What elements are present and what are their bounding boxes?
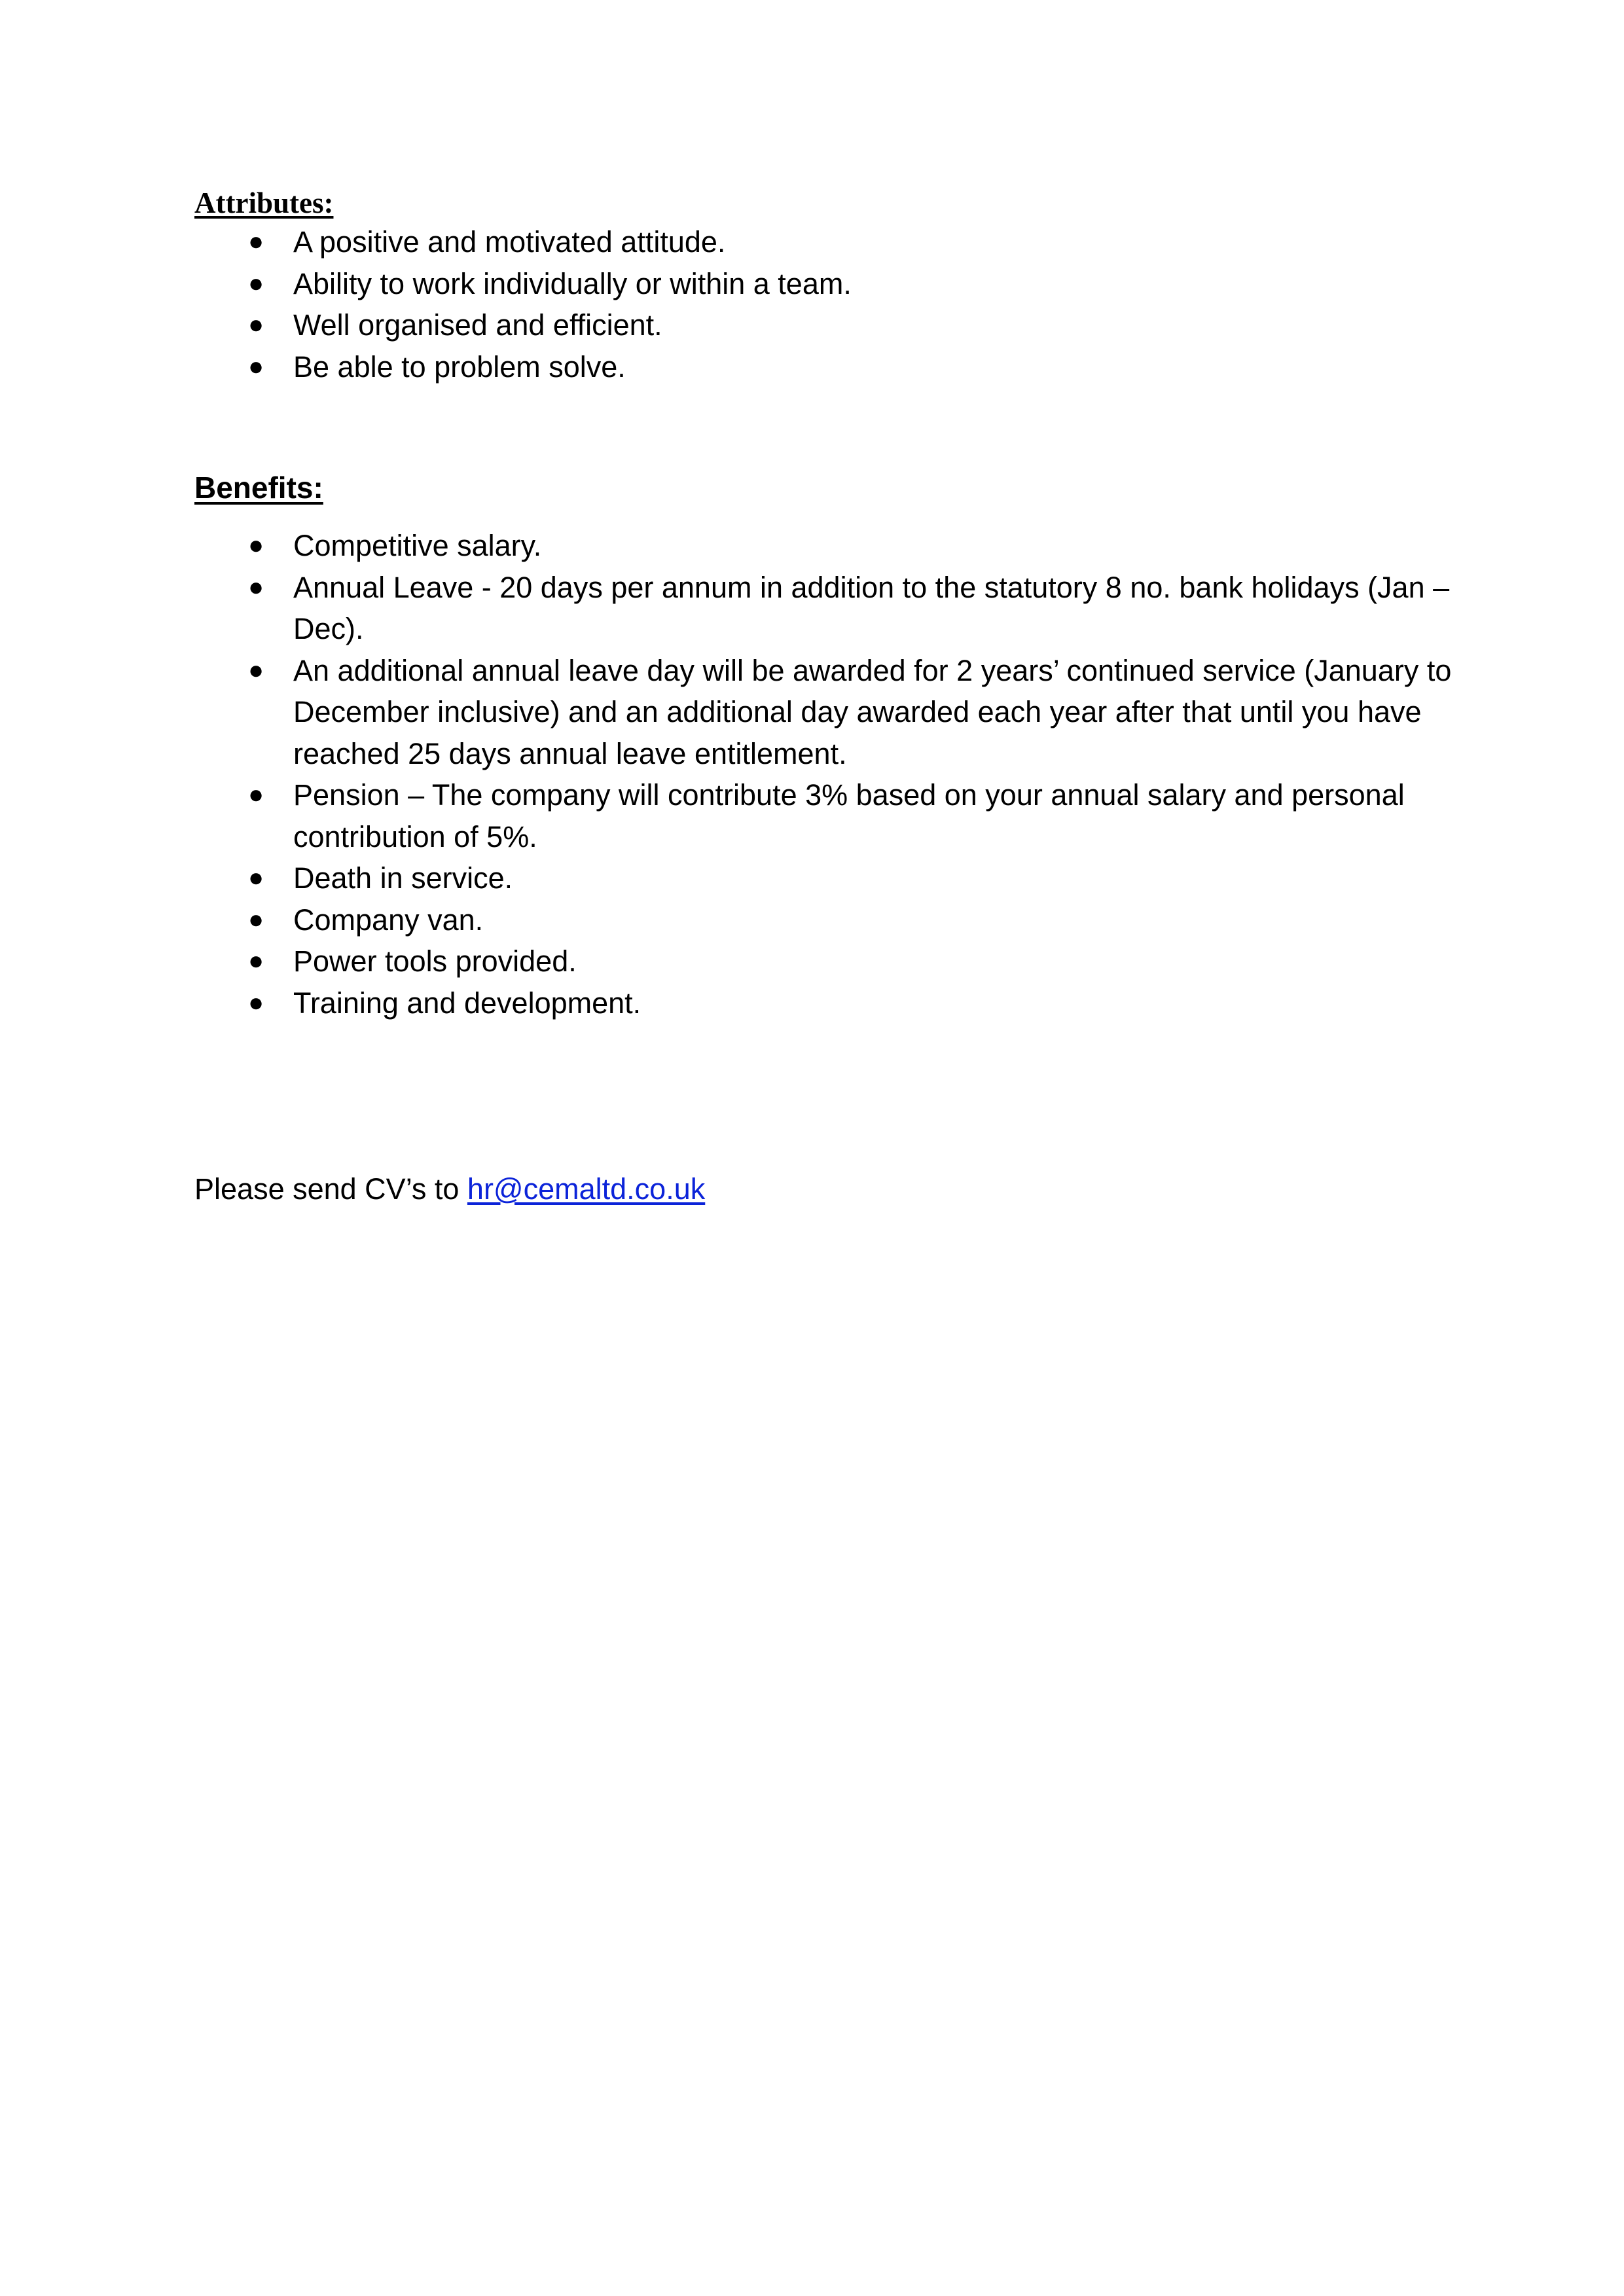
list-item: ● A positive and motivated attitude. <box>194 221 1471 263</box>
bullet-icon: ● <box>248 227 264 256</box>
bullet-icon: ● <box>248 268 264 298</box>
bullet-icon: ● <box>248 655 264 685</box>
bullet-icon: ● <box>248 310 264 339</box>
attributes-heading: Attributes: <box>194 187 334 219</box>
document-page <box>194 185 1471 1210</box>
list-item: ● Company van. <box>194 899 1471 941</box>
list-item: ● Annual Leave - 20 days per annum in addition to the statutory 8 no. bank holidays (Jan – Dec). <box>194 567 1471 650</box>
bullet-icon: ● <box>248 988 264 1017</box>
list-item: ● Death in service. <box>194 857 1471 899</box>
list-item: ● Training and development. <box>194 982 1471 1024</box>
bullet-icon: ● <box>248 351 264 381</box>
attributes-list <box>194 221 1471 387</box>
benefits-heading: Benefits: <box>194 471 323 505</box>
bullet-icon: ● <box>248 946 264 975</box>
list-item: ● An additional annual leave day will be awarded for 2 years’ continued service (January to December inclusive) and an additional day awarded each year after that until you have reached 25 days annual leave entitlement. <box>194 650 1471 775</box>
bullet-icon: ● <box>248 531 264 560</box>
bullet-icon: ● <box>248 863 264 892</box>
list-item: ● Power tools provided. <box>194 941 1471 982</box>
list-item: ● Ability to work individually or within a team. <box>194 263 1471 305</box>
email-link[interactable]: hr@cemaltd.co.uk <box>467 1172 706 1206</box>
list-item: ● Competitive salary. <box>194 525 1471 567</box>
bullet-icon: ● <box>248 905 264 934</box>
list-item: ● Be able to problem solve. <box>194 346 1471 388</box>
benefits-list <box>194 525 1471 1024</box>
list-item: ● Well organised and efficient. <box>194 304 1471 346</box>
bullet-icon: ● <box>248 572 264 601</box>
bullet-icon: ● <box>248 780 264 809</box>
contact-line <box>194 1168 1471 1210</box>
contact-prefix: Please send CV’s to <box>194 1172 467 1206</box>
list-item: ● Pension – The company will contribute 3% based on your annual salary and personal contribution of 5%. <box>194 774 1471 857</box>
